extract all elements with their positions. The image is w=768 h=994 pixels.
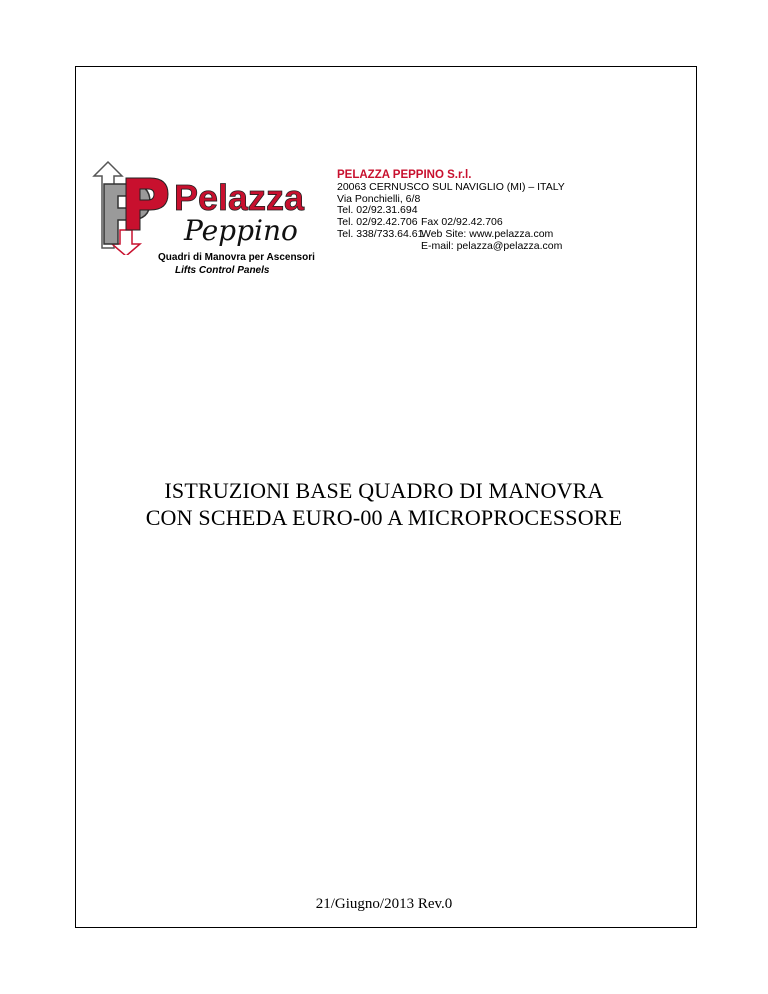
contact-row: [337, 228, 562, 240]
contact-row: [337, 216, 562, 228]
document-date-revision: 21/Giugno/2013 Rev.0: [315, 896, 453, 912]
company-address-line-1: 20063 CERNUSCO SUL NAVIGLIO (MI) – ITALY: [337, 181, 565, 193]
logo-brand-bottom: Peppino: [184, 214, 298, 247]
company-address-line-2: Via Ponchielli, 6/8: [337, 193, 421, 205]
contact-left: [337, 240, 421, 252]
contact-row: [337, 240, 562, 252]
document-title-line-1: ISTRUZIONI BASE QUADRO DI MANOVRA: [164, 478, 604, 503]
logo-tagline-en: Lifts Control Panels: [175, 265, 270, 276]
contact-left: Tel. 338/733.64.61: [337, 228, 424, 240]
contact-right: E-mail: pelazza@pelazza.com: [421, 240, 563, 252]
contact-right: Web Site: www.pelazza.com: [421, 228, 554, 240]
contact-left: Tel. 02/92.42.706: [337, 216, 418, 228]
document-title-line-2: CON SCHEDA EURO-00 A MICROPROCESSORE: [145, 505, 623, 530]
company-logo: [90, 160, 328, 282]
contact-row: [337, 204, 562, 216]
company-name: PELAZZA PEPPINO S.r.l.: [337, 169, 472, 181]
logo-tagline-it: Quadri di Manovra per Ascensori: [158, 252, 315, 263]
logo-brand-top: Pelazza: [174, 177, 305, 218]
logo-graphic: [90, 160, 328, 255]
contact-right: Fax 02/92.42.706: [421, 216, 503, 228]
contact-left: Tel. 02/92.31.694: [337, 204, 418, 216]
company-contacts: [337, 204, 562, 252]
red-p-icon: [126, 178, 168, 230]
